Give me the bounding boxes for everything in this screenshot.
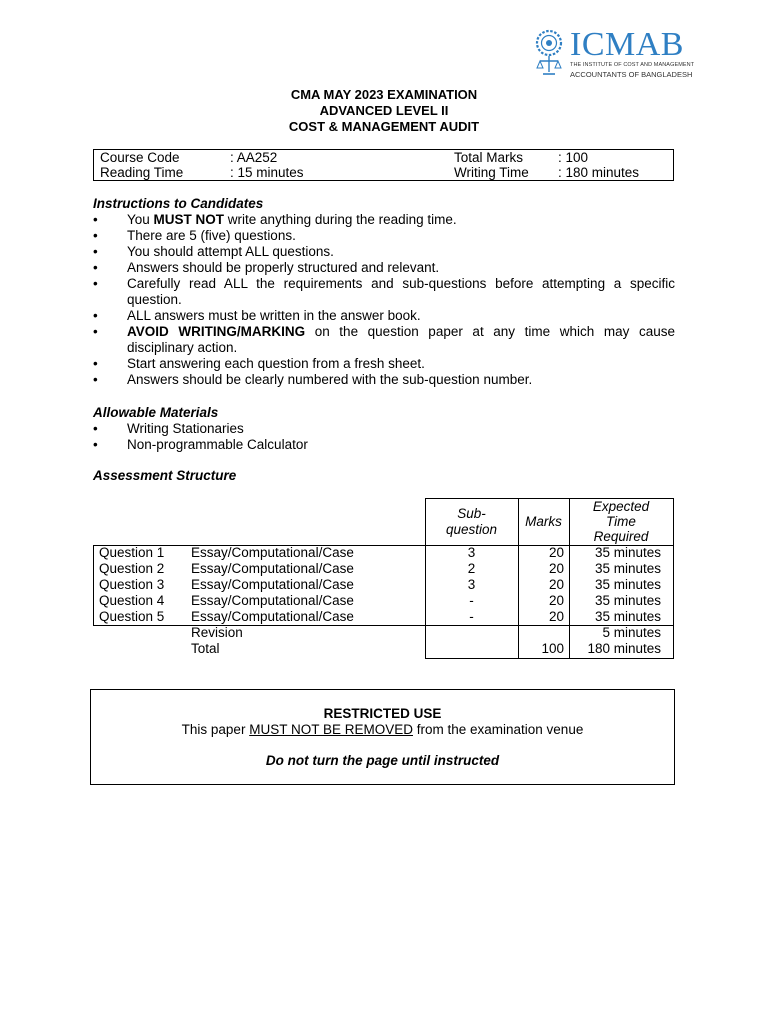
- row-question: Question 3: [99, 577, 165, 592]
- course-code-value: : AA252: [230, 150, 278, 165]
- instruction-item: • Answers should be properly structured and relevant.: [93, 260, 675, 276]
- row-question: Question 5: [99, 609, 165, 624]
- row-subquestions: -: [469, 609, 474, 624]
- instruction-item: • Start answering each question from a fresh sheet.: [93, 356, 675, 372]
- logo-brand-text: ICMAB: [570, 26, 684, 63]
- instruction-item: • You MUST NOT write anything during the reading time.: [93, 212, 675, 228]
- instructions-heading: Instructions to Candidates: [93, 196, 264, 211]
- writing-time-value: : 180 minutes: [558, 165, 640, 180]
- course-code-label: Course Code: [100, 150, 180, 165]
- row-subquestions: 3: [467, 545, 476, 560]
- exam-title-block: [0, 87, 768, 135]
- instruction-item: • Answers should be clearly numbered with the sub-question number.: [93, 372, 675, 388]
- total-marks: 100: [541, 641, 564, 656]
- row-marks: 20: [548, 561, 564, 576]
- writing-time-label: Writing Time: [454, 165, 529, 180]
- materials-list: [93, 421, 675, 453]
- material-item: • Writing Stationaries: [93, 421, 675, 437]
- row-question: Question 1: [99, 545, 165, 560]
- exam-subject: COST & MANAGEMENT AUDIT: [288, 119, 480, 134]
- restricted-title: RESTRICTED USE: [323, 706, 442, 721]
- row-question: Question 4: [99, 593, 165, 608]
- reading-time-label: Reading Time: [100, 165, 184, 180]
- material-item: • Non-programmable Calculator: [93, 437, 675, 453]
- instruction-item: • AVOID WRITING/MARKING on the question paper at any time which may cause disciplinary action.: [93, 324, 675, 356]
- restricted-text: This paper MUST NOT BE REMOVED from the examination venue: [181, 722, 584, 737]
- row-marks: 20: [548, 593, 564, 608]
- logo-tagline-1: THE INSTITUTE OF COST AND MANAGEMENT: [570, 62, 695, 68]
- restricted-use-box: [90, 689, 675, 785]
- exam-title: CMA MAY 2023 EXAMINATION: [290, 87, 478, 102]
- row-marks: 20: [548, 609, 564, 624]
- row-subquestions: 3: [467, 577, 476, 592]
- row-marks: 20: [548, 577, 564, 592]
- row-time: 35 minutes: [594, 577, 661, 592]
- total-label: Total: [191, 641, 220, 656]
- col-header-sub-1: Sub-: [457, 506, 486, 521]
- col-header-time-3: Required: [593, 529, 649, 544]
- row-marks: 20: [548, 545, 564, 560]
- row-type: Essay/Computational/Case: [191, 561, 354, 576]
- restricted-notice: Do not turn the page until instructed: [265, 753, 500, 768]
- row-type: Essay/Computational/Case: [191, 609, 354, 624]
- course-info-box: [93, 149, 674, 181]
- row-subquestions: -: [469, 593, 474, 608]
- col-header-time-2: Time: [606, 514, 636, 529]
- row-subquestions: 2: [467, 561, 476, 576]
- row-time: 35 minutes: [594, 545, 661, 560]
- exam-level: ADVANCED LEVEL II: [319, 103, 449, 118]
- assessment-heading: Assessment Structure: [93, 468, 237, 483]
- row-time: 35 minutes: [594, 561, 661, 576]
- col-header-sub-2: question: [445, 522, 498, 537]
- logo-tagline-2: ACCOUNTANTS OF BANGLADESH: [570, 70, 693, 79]
- row-type: Essay/Computational/Case: [191, 577, 354, 592]
- total-time: 180 minutes: [587, 641, 661, 656]
- assessment-table: [93, 498, 674, 659]
- icmab-emblem-icon: [534, 28, 568, 80]
- instructions-list: [93, 212, 675, 388]
- instruction-item: • Carefully read ALL the requirements and sub-questions before attempting a specific question.: [93, 276, 675, 308]
- total-marks-value: : 100: [558, 150, 589, 165]
- instruction-item: • There are 5 (five) questions.: [93, 228, 675, 244]
- col-header-time-1: Expected: [592, 499, 650, 514]
- instruction-item: • You should attempt ALL questions.: [93, 244, 675, 260]
- row-type: Essay/Computational/Case: [191, 593, 354, 608]
- row-time: 35 minutes: [594, 593, 661, 608]
- total-marks-label: Total Marks: [454, 150, 524, 165]
- row-type: Essay/Computational/Case: [191, 545, 354, 560]
- instruction-item: • ALL answers must be written in the answer book.: [93, 308, 675, 324]
- col-header-marks: Marks: [525, 514, 562, 529]
- row-time: 35 minutes: [594, 609, 661, 624]
- reading-time-value: : 15 minutes: [230, 165, 304, 180]
- row-question: Question 2: [99, 561, 165, 576]
- icmab-logo: [534, 26, 695, 82]
- materials-heading: Allowable Materials: [93, 405, 219, 420]
- revision-label: Revision: [191, 625, 243, 640]
- revision-time: 5 minutes: [602, 625, 661, 640]
